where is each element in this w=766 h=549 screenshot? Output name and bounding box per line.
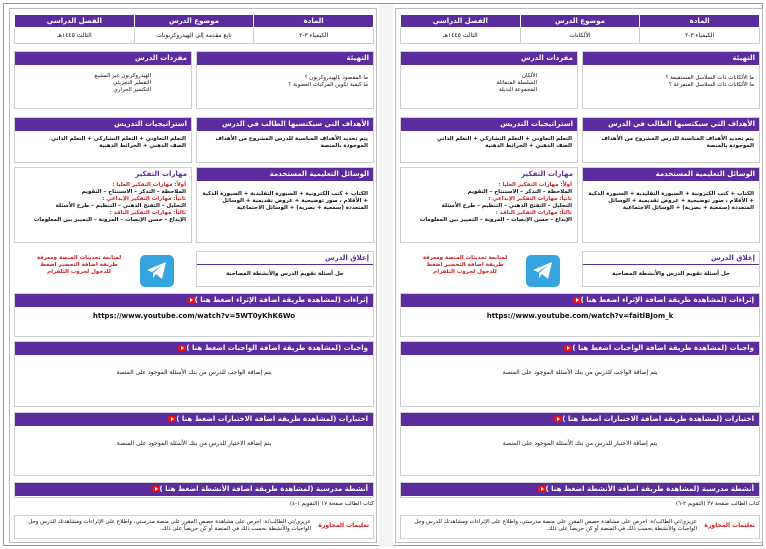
- intro-line: ما الألكانات ذات السلاسل المتفرعة ؟: [668, 82, 754, 88]
- youtube-icon[interactable]: [554, 416, 562, 422]
- skills-line: التحليل – التفتح الذهني – التنظيم – طرح الأسئلة: [55, 203, 186, 209]
- skills-heading: ثالثاً: مهارات التفكير الناقد :: [109, 210, 186, 216]
- objectives-box: [582, 117, 760, 163]
- skills-heading: ثانياً: مهارات التفكير الإبداعي :: [488, 196, 572, 202]
- skills-title: مهارات التفكير: [401, 168, 577, 181]
- activities-section: [14, 482, 374, 498]
- activities-text: كتاب الطالب صفحة ٢٧ (التقويم ٢-٦): [675, 501, 760, 507]
- homework-title[interactable]: واجبات (لمشاهدة طريقة اضافة الواجبات اضغط هنا ): [401, 342, 759, 355]
- lesson-page-left: [9, 8, 377, 543]
- vocab-item: التقطير التجزيئي: [113, 80, 151, 86]
- tests-section: [400, 412, 760, 476]
- activities-text: كتاب الطالب صفحة ١٧ (التقويم ١-٤): [289, 501, 374, 507]
- homework-title[interactable]: واجبات (لمشاهدة طريقة اضافة الواجبات اضغط هنا ): [15, 342, 373, 355]
- homework-text: يتم إضافة الواجب للدرس من بنك الأسئلة الموجود على المنصة: [502, 369, 658, 376]
- skills-line: الملاحظة – التذكر – الاستنتاج – التقويم: [467, 189, 572, 195]
- tests-text: يتم إضافة الاختبار للدرس من بنك الأسئلة الموجود على المنصة: [116, 440, 272, 447]
- intro-line: ما المقصود بالهيدروكربون ؟: [304, 75, 368, 81]
- homework-text: يتم إضافة الواجب للدرس من بنك الأسئلة الموجود على المنصة: [116, 369, 272, 376]
- term-value: الثالث ١٤٤٥هـ: [15, 28, 135, 44]
- vocab-title: مفردات الدرس: [401, 52, 577, 65]
- youtube-icon[interactable]: [168, 416, 176, 422]
- intro-box: [582, 51, 760, 109]
- strategies-line: التعلم التعاوني + التعلم التشاركي + التعلم الذاتي: [436, 136, 572, 142]
- telegram-follow-link[interactable]: لمتابعة تحديثات المنصة ومعرفة طريقة اضافة التحضير اضغط للدخول لجروب التلقرام: [36, 255, 122, 275]
- subject-value: الكيمياء ٣-٢: [640, 28, 760, 44]
- means-text: الكتاب + كتب الكترونية + السبورة التقليدية + السبورة الذكية + الأقلام ، صور توضيحية + عروض تقديمية + الوسائل المتعددة (سمعية + بصرية) + الوسائل الاجتماعية: [202, 191, 368, 211]
- enrichment-url[interactable]: https://www.youtube.com/watch?v=5WT0yKhK6Wo: [92, 312, 296, 320]
- youtube-icon[interactable]: [564, 345, 572, 351]
- term-value: الثالث ١٤٤٥هـ: [401, 28, 521, 44]
- intro-title: التهيئة: [583, 52, 759, 65]
- skills-box: [14, 167, 192, 243]
- skills-heading: أولاً: مهارات التفكير العليا :: [498, 182, 572, 188]
- document-frame: [3, 3, 763, 546]
- strategies-box: [14, 117, 192, 163]
- enrichment-section: [400, 293, 760, 337]
- page-gutter: [379, 4, 393, 547]
- topic-value: تابع مقدمة إلى الهيدروكربونات: [134, 28, 254, 44]
- closing-box: [582, 251, 760, 287]
- closing-text: حل أسئلة تقويم الدرس والأنشطة المصاحبة: [612, 271, 730, 277]
- skills-line: الملاحظة – التذكر – الاستنتاج – التقويم: [81, 189, 186, 195]
- means-box: [582, 167, 760, 243]
- homework-section: [14, 341, 374, 407]
- strategies-box: [400, 117, 578, 163]
- telegram-follow-link[interactable]: لمتابعة تحديثات المنصة ومعرفة طريقة اضافة التحضير اضغط للدخول لجروب التلقرام: [422, 255, 508, 275]
- strategies-line: التعلم التعاوني + التعلم التشاركي + التعلم الذاتي: [50, 136, 186, 142]
- youtube-icon[interactable]: [152, 486, 160, 492]
- header-term: الفصل الدراسي: [15, 15, 135, 28]
- activities-title[interactable]: أنشطة مدرسية (لمشاهدة طريقة اضافة الأنشطة اضغط هنا ): [15, 483, 373, 496]
- enrichment-section: [14, 293, 374, 337]
- header-topic: موضوع الدرس: [134, 15, 254, 28]
- header-subject: المادة: [254, 15, 374, 28]
- instructions-footer: [14, 515, 374, 539]
- strategies-title: استراتيجيات التدريس: [401, 118, 577, 131]
- intro-line: ما كيفية تكوين المركبات العضوية ؟: [288, 82, 368, 88]
- telegram-icon[interactable]: [140, 255, 174, 287]
- objectives-text: يتم تحديد الأهداف المناسبة للدرس المشروح من الأهداف الموجودة بالمنصة: [601, 136, 754, 149]
- youtube-icon[interactable]: [187, 297, 195, 303]
- header-term: الفصل الدراسي: [401, 15, 521, 28]
- subject-value: الكيمياء ٣-٢: [254, 28, 374, 44]
- vocab-box: [400, 51, 578, 109]
- lesson-page-right: [395, 8, 763, 543]
- youtube-icon[interactable]: [538, 486, 546, 492]
- vocab-item: السلسلة المتماثلة: [496, 80, 537, 86]
- closing-title: إغلاق الدرس: [583, 252, 759, 265]
- enrichment-title[interactable]: إثراءات (لمشاهدة طريقة اضافة الإثراء اضغط هنا ): [401, 294, 759, 307]
- activities-section: [400, 482, 760, 498]
- tests-title[interactable]: اختبارات (لمشاهدة طريقة اضافة الاختبارات اضغط هنا ): [15, 413, 373, 426]
- skills-line: التحليل – التفتح الذهني – التنظيم – طرح الأسئلة: [441, 203, 572, 209]
- objectives-title: الأهداف التي سيكتسبها الطالب في الدرس: [197, 118, 373, 131]
- objectives-box: [196, 117, 374, 163]
- vocab-item: الهيدروكربون غير المشبع: [94, 73, 151, 79]
- skills-title: مهارات التفكير: [15, 168, 191, 181]
- means-box: [196, 167, 374, 243]
- means-title: الوسائل التعليمية المستخدمة: [197, 168, 373, 181]
- objectives-text: يتم تحديد الأهداف المناسبة للدرس المشروح من الأهداف الموجودة بالمنصة: [215, 136, 368, 149]
- youtube-icon[interactable]: [573, 297, 581, 303]
- telegram-icon[interactable]: [526, 255, 560, 287]
- skills-heading: أولاً: مهارات التفكير العليا :: [112, 182, 186, 188]
- youtube-icon[interactable]: [178, 345, 186, 351]
- header-subject: المادة: [640, 15, 760, 28]
- skills-box: [400, 167, 578, 243]
- instructions-label: تعليمات المحاورة: [704, 522, 755, 529]
- closing-box: [196, 251, 374, 287]
- closing-title: إغلاق الدرس: [197, 252, 373, 265]
- vocab-item: المجموعة البديلة: [499, 87, 537, 93]
- means-title: الوسائل التعليمية المستخدمة: [583, 168, 759, 181]
- enrichment-title[interactable]: إثراءات (لمشاهدة طريقة اضافة الإثراء اضغط هنا ): [15, 294, 373, 307]
- enrichment-url[interactable]: https://www.youtube.com/watch?v=faitlBJom_k: [486, 312, 674, 320]
- vocab-item: التكسير الحراري: [113, 87, 151, 93]
- intro-title: التهيئة: [197, 52, 373, 65]
- vocab-title: مفردات الدرس: [15, 52, 191, 65]
- header-topic: موضوع الدرس: [520, 15, 640, 28]
- skills-heading: ثالثاً: مهارات التفكير الناقد :: [495, 210, 572, 216]
- means-text: الكتاب + كتب الكترونية + السبورة التقليدية + السبورة الذكية + الأقلام ، صور توضيحية + عروض تقديمية + الوسائل المتعددة (سمعية + بصرية) + الوسائل الاجتماعية: [588, 191, 754, 211]
- tests-text: يتم إضافة الاختبار للدرس من بنك الأسئلة الموجود على المنصة: [502, 440, 658, 447]
- closing-text: حل أسئلة تقويم الدرس والأنشطة المصاحبة: [226, 271, 344, 277]
- skills-heading: ثانياً: مهارات التفكير الإبداعي :: [102, 196, 186, 202]
- lesson-header-table: [400, 14, 760, 44]
- objectives-title: الأهداف التي سيكتسبها الطالب في الدرس: [583, 118, 759, 131]
- tests-section: [14, 412, 374, 476]
- skills-line: الإبداع – حسن الإنصات – المرونة – التمييز بين المعلومات: [419, 217, 572, 223]
- instructions-footer: [400, 515, 760, 539]
- intro-line: ما الألكانات ذات السلاسل المستقيمة ؟: [665, 75, 754, 81]
- vocab-box: [14, 51, 192, 109]
- strategies-line: الصف الذهني + الخرائط الذهنية: [485, 143, 572, 149]
- skills-line: الإبداع – حسن الإنصات – المرونة – التمييز بين المعلومات: [33, 217, 186, 223]
- tests-title[interactable]: اختبارات (لمشاهدة طريقة اضافة الاختبارات اضغط هنا ): [401, 413, 759, 426]
- topic-value: الألكانات: [520, 28, 640, 44]
- lesson-header-table: [14, 14, 374, 44]
- strategies-title: استراتيجيات التدريس: [15, 118, 191, 131]
- instructions-text: عزيزي/تي الطالب/ة: احرص على مشاهدة حصص المقرر على منصة مدرستي، واطلاع على الإثراءات ومشاهدتك للدرس وحل الواجبات والأنشطة بحسب ذلك في المنصة أو كن حريصاً على ذلك.: [414, 519, 697, 532]
- strategies-line: الصف الذهني + الخرائط الذهنية: [99, 143, 186, 149]
- intro-box: [196, 51, 374, 109]
- instructions-label: تعليمات المحاورة: [318, 522, 369, 529]
- instructions-text: عزيزي/تي الطالب/ة: احرص على مشاهدة حصص المقرر على منصة مدرستي، واطلاع على الإثراءات ومشاهدتك للدرس وحل الواجبات والأنشطة بحسب ذلك في المنصة أو كن حريصاً على ذلك.: [28, 519, 311, 532]
- activities-title[interactable]: أنشطة مدرسية (لمشاهدة طريقة اضافة الأنشطة اضغط هنا ): [401, 483, 759, 496]
- homework-section: [400, 341, 760, 407]
- vocab-item: الألكان: [521, 73, 537, 79]
